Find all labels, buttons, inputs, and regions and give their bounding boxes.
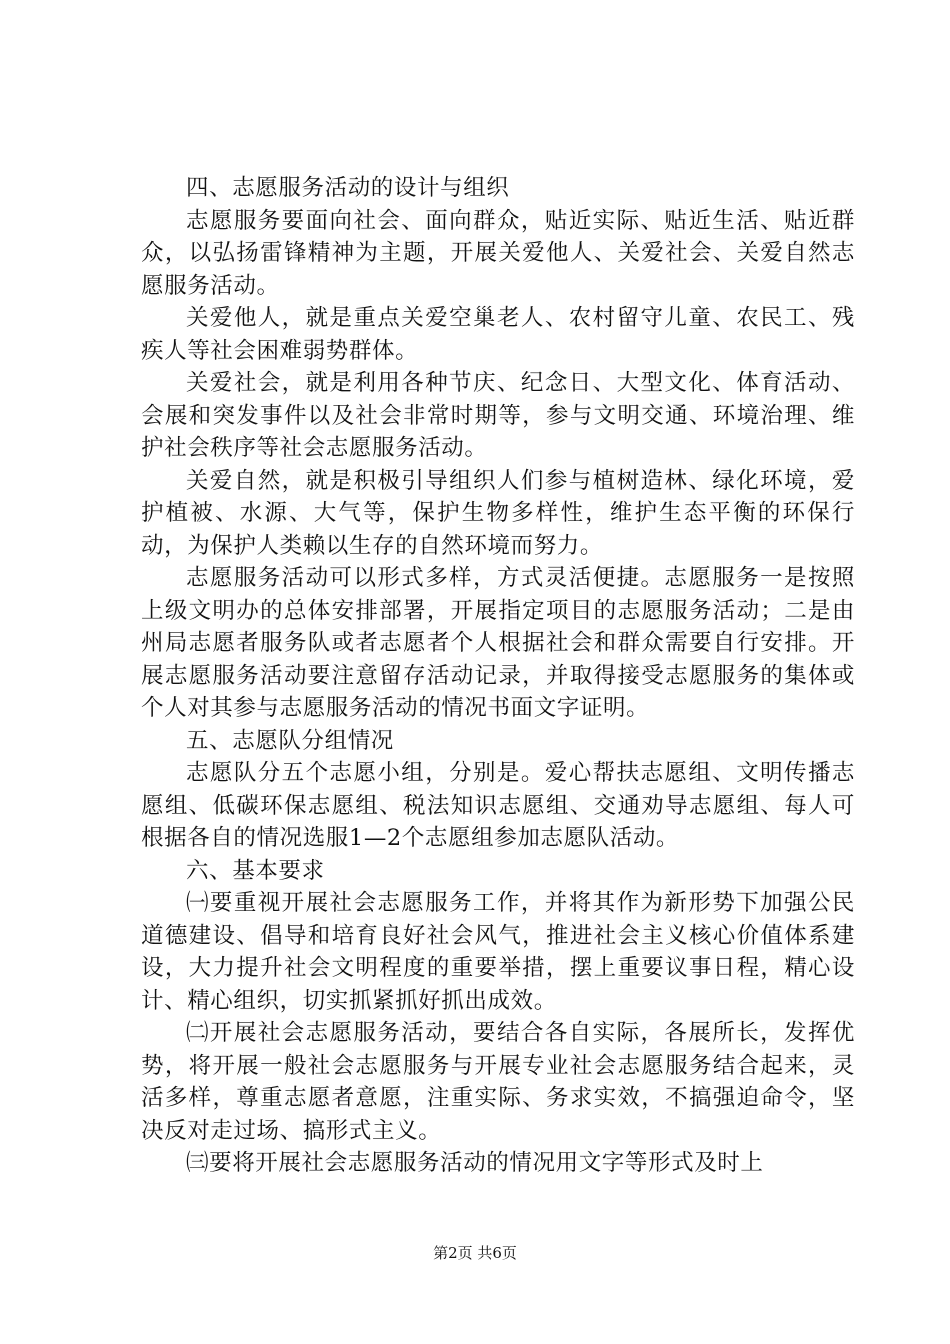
page-number-footer: 第2页 共6页	[433, 1244, 517, 1262]
paragraph: 志愿服务要面向社会、面向群众，贴近实际、贴近生活、贴近群众，以弘扬雷锋精神为主题，开展关爱他人、关爱社会、关爱自然志愿服务活动。	[141, 207, 855, 299]
document-body	[141, 172, 855, 1180]
section-heading-4: 四、志愿服务活动的设计与组织	[186, 175, 510, 201]
paragraph: 志愿服务活动可以形式多样，方式灵活便捷。志愿服务一是按照上级文明办的总体安排部署，开展指定项目的志愿服务活动；二是由州局志愿者服务队或者志愿者个人根据社会和群众需要自行安排。开展志愿服务活动要注意留存活动记录，并取得接受志愿服务的集体或个人对其参与志愿服务活动的情况书面文字证明。	[141, 565, 855, 721]
paragraph: 关爱社会，就是利用各种节庆、纪念日、大型文化、体育活动、会展和突发事件以及社会非常时期等，参与文明交通、环境治理、维护社会秩序等社会志愿服务活动。	[141, 370, 855, 461]
paragraph: ㈢要将开展社会志愿服务活动的情况用文字等形式及时上	[186, 1150, 764, 1176]
paragraph: 志愿队分五个志愿小组，分别是。爱心帮扶志愿组、文明传播志愿组、低碳环保志愿组、税法知识志愿组、交通劝导志愿组、每人可根据各自的情况选服1—2个志愿组参加志愿队活动。	[141, 760, 855, 851]
section-heading-6: 六、基本要求	[186, 857, 325, 884]
paragraph: 关爱自然，就是积极引导组织人们参与植树造林、绿化环境，爱护植被、水源、大气等，保护生物多样性，维护生态平衡的环保行动，为保护人类赖以生存的自然环境而努力。	[141, 467, 855, 559]
paragraph: 关爱他人，就是重点关爱空巢老人、农村留守儿童、农民工、残疾人等社会困难弱势群体。	[141, 305, 855, 364]
paragraph: ㈠要重视开展社会志愿服务工作，并将其作为新形势下加强公民道德建设、倡导和培育良好社会风气，推进社会主义核心价值体系建设，大力提升社会文明程度的重要举措，摆上重要议事日程，精心设计、精心组织，切实抓紧抓好抓出成效。	[141, 890, 855, 1014]
section-heading-5: 五、志愿队分组情况	[186, 727, 394, 754]
paragraph: ㈡开展社会志愿服务活动，要结合各自实际，各展所长，发挥优势，将开展一般社会志愿服务与开展专业社会志愿服务结合起来，灵活多样，尊重志愿者意愿，注重实际、务求实效，不搞强迫命令，坚决反对走过场、搞形式主义。	[141, 1020, 855, 1144]
